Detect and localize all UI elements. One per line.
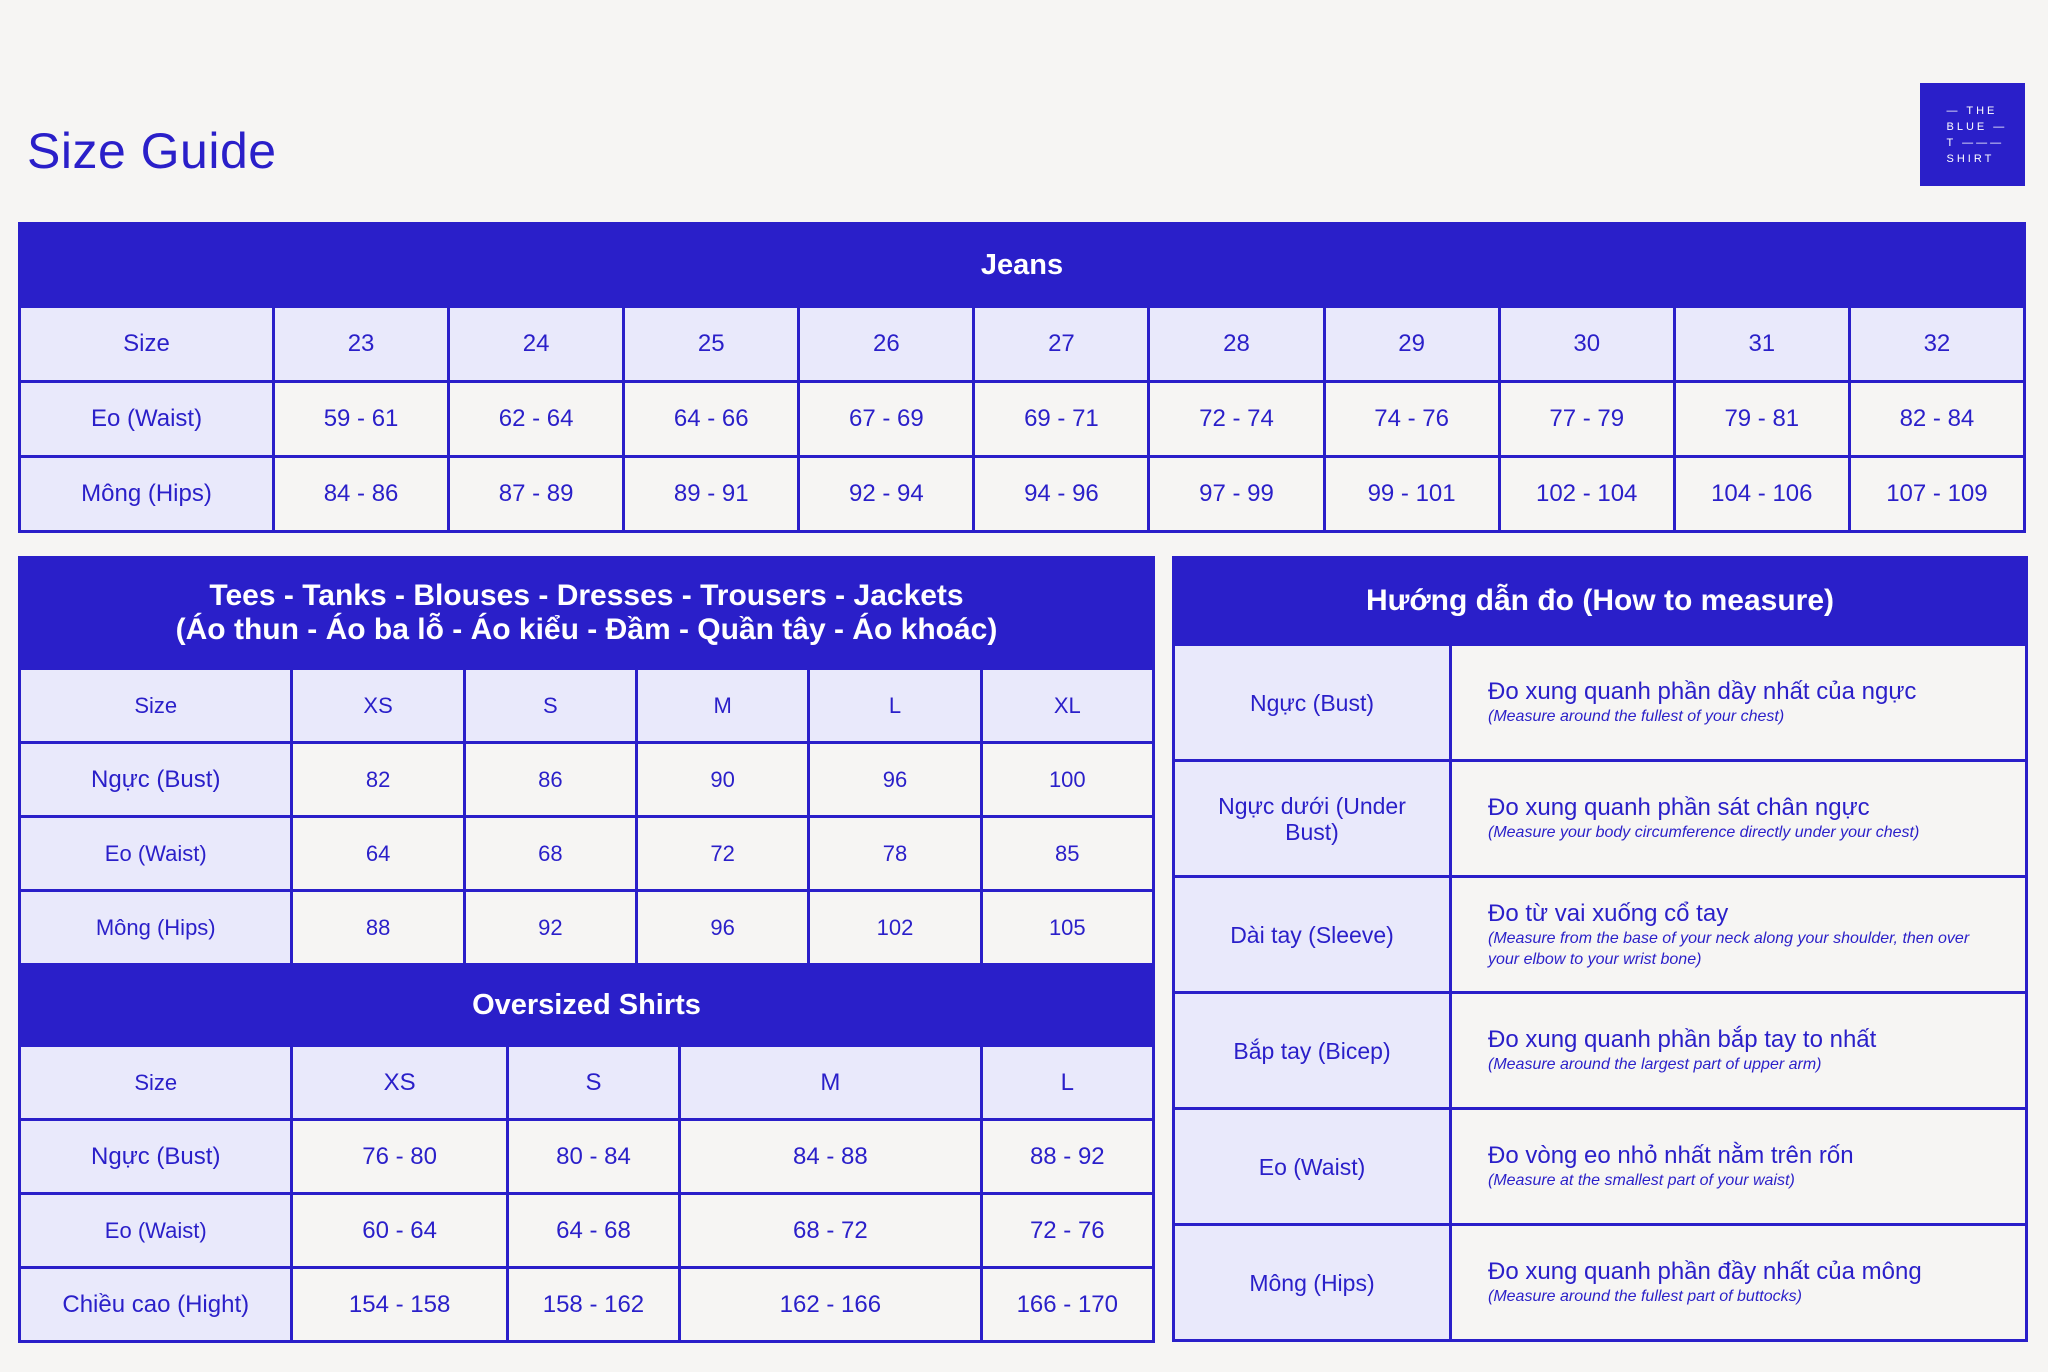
- tops-title-line2: (Áo thun - Áo ba lỗ - Áo kiểu - Đầm - Quần tây - Áo khoác): [175, 613, 998, 646]
- measure-label: Dài tay (Sleeve): [1174, 877, 1451, 993]
- value-cell: 166 - 170: [981, 1268, 1153, 1342]
- measure-description: [1451, 877, 2027, 993]
- how-to-measure-title: Hướng dẫn đo (How to measure): [1174, 558, 2027, 645]
- value-cell: 102 - 104: [1499, 457, 1674, 532]
- size-cell: 31: [1674, 307, 1849, 382]
- row-label: Eo (Waist): [20, 382, 274, 457]
- measure-text-en: (Measure around the fullest of your chest): [1488, 708, 1785, 725]
- value-cell: 78: [809, 817, 981, 891]
- size-cell: XS: [292, 669, 464, 743]
- value-cell: 97 - 99: [1149, 457, 1324, 532]
- measure-description: [1451, 645, 2027, 761]
- value-cell: 89 - 91: [624, 457, 799, 532]
- value-cell: 94 - 96: [974, 457, 1149, 532]
- size-cell: 24: [449, 307, 624, 382]
- row-label: Size: [20, 307, 274, 382]
- logo-line: BLUE —: [1946, 120, 2008, 133]
- measure-label: Ngực dưới (Under Bust): [1174, 761, 1451, 877]
- value-cell: 107 - 109: [1849, 457, 2024, 532]
- measure-text-en: (Measure your body circumference directly under your chest): [1488, 824, 1920, 841]
- size-cell: L: [981, 1046, 1153, 1120]
- row-label: Eo (Waist): [20, 817, 292, 891]
- value-cell: 86: [464, 743, 636, 817]
- size-cell: M: [637, 669, 809, 743]
- value-cell: 67 - 69: [799, 382, 974, 457]
- value-cell: 82: [292, 743, 464, 817]
- logo-line: — THE: [1946, 104, 1998, 117]
- value-cell: 64 - 66: [624, 382, 799, 457]
- size-cell: 23: [274, 307, 449, 382]
- value-cell: 105: [981, 891, 1153, 965]
- value-cell: 158 - 162: [507, 1268, 679, 1342]
- row-label: Ngực (Bust): [20, 743, 292, 817]
- size-cell: L: [809, 669, 981, 743]
- size-cell: 25: [624, 307, 799, 382]
- measure-text-en: (Measure around the largest part of upper arm): [1488, 1056, 1822, 1073]
- value-cell: 87 - 89: [449, 457, 624, 532]
- measure-description: [1451, 1225, 2027, 1341]
- value-cell: 77 - 79: [1499, 382, 1674, 457]
- row-label: Ngực (Bust): [20, 1120, 292, 1194]
- row-label: Chiều cao (Hight): [20, 1268, 292, 1342]
- tops-title: [20, 558, 1154, 669]
- measure-text-en: (Measure around the fullest part of buttocks): [1488, 1288, 1802, 1305]
- value-cell: 64: [292, 817, 464, 891]
- size-cell: 29: [1324, 307, 1499, 382]
- value-cell: 60 - 64: [292, 1194, 507, 1268]
- value-cell: 88 - 92: [981, 1120, 1153, 1194]
- measure-text-vi: Đo xung quanh phần bắp tay to nhất: [1488, 1026, 1877, 1053]
- measure-text-vi: Đo từ vai xuống cổ tay: [1488, 899, 1729, 927]
- size-cell: XS: [292, 1046, 507, 1120]
- row-label: Mông (Hips): [20, 891, 292, 965]
- oversized-title: Oversized Shirts: [20, 965, 1154, 1046]
- size-cell: XL: [981, 669, 1153, 743]
- value-cell: 76 - 80: [292, 1120, 507, 1194]
- value-cell: 154 - 158: [292, 1268, 507, 1342]
- value-cell: 85: [981, 817, 1153, 891]
- how-to-measure-table: [1172, 556, 2028, 1342]
- measure-description: [1451, 1109, 2027, 1225]
- value-cell: 69 - 71: [974, 382, 1149, 457]
- size-cell: S: [507, 1046, 679, 1120]
- jeans-title: Jeans: [20, 224, 2025, 307]
- value-cell: 79 - 81: [1674, 382, 1849, 457]
- value-cell: 100: [981, 743, 1153, 817]
- tops-size-table: [18, 556, 1155, 1343]
- value-cell: 99 - 101: [1324, 457, 1499, 532]
- jeans-size-table: [18, 222, 2026, 533]
- size-cell: 32: [1849, 307, 2024, 382]
- value-cell: 90: [637, 743, 809, 817]
- value-cell: 68 - 72: [680, 1194, 982, 1268]
- value-cell: 92: [464, 891, 636, 965]
- value-cell: 82 - 84: [1849, 382, 2024, 457]
- tops-title-line1: Tees - Tanks - Blouses - Dresses - Trousers - Jackets: [209, 579, 964, 612]
- value-cell: 102: [809, 891, 981, 965]
- row-label: Size: [20, 669, 292, 743]
- value-cell: 84 - 86: [274, 457, 449, 532]
- measure-label: Ngực (Bust): [1174, 645, 1451, 761]
- value-cell: 92 - 94: [799, 457, 974, 532]
- value-cell: 84 - 88: [680, 1120, 982, 1194]
- measure-text-en: (Measure at the smallest part of your waist): [1488, 1172, 1795, 1189]
- measure-text-vi: Đo xung quanh phần sát chân ngực: [1488, 794, 1870, 821]
- value-cell: 64 - 68: [507, 1194, 679, 1268]
- row-label: Size: [20, 1046, 292, 1120]
- page-title: Size Guide: [27, 123, 277, 179]
- row-label: Mông (Hips): [20, 457, 274, 532]
- measure-text-vi: Đo vòng eo nhỏ nhất nằm trên rốn: [1488, 1142, 1854, 1169]
- value-cell: 59 - 61: [274, 382, 449, 457]
- value-cell: 162 - 166: [680, 1268, 982, 1342]
- measure-description: [1451, 993, 2027, 1109]
- brand-logo: [1920, 83, 2025, 186]
- value-cell: 74 - 76: [1324, 382, 1499, 457]
- logo-line: T ———: [1946, 136, 2005, 149]
- logo-line: SHIRT: [1946, 152, 1995, 165]
- value-cell: 62 - 64: [449, 382, 624, 457]
- measure-text-vi: Đo xung quanh phần dầy nhất của ngực: [1488, 678, 1917, 705]
- measure-label: Eo (Waist): [1174, 1109, 1451, 1225]
- size-cell: 30: [1499, 307, 1674, 382]
- value-cell: 80 - 84: [507, 1120, 679, 1194]
- value-cell: 72 - 76: [981, 1194, 1153, 1268]
- value-cell: 88: [292, 891, 464, 965]
- measure-label: Bắp tay (Bicep): [1174, 993, 1451, 1109]
- size-cell: 26: [799, 307, 974, 382]
- size-cell: S: [464, 669, 636, 743]
- value-cell: 68: [464, 817, 636, 891]
- value-cell: 104 - 106: [1674, 457, 1849, 532]
- measure-description: [1451, 761, 2027, 877]
- value-cell: 72 - 74: [1149, 382, 1324, 457]
- measure-text-en: (Measure from the base of your neck along your shoulder, then over your elbow to your wrist bone): [1488, 929, 1970, 968]
- size-cell: M: [680, 1046, 982, 1120]
- measure-label: Mông (Hips): [1174, 1225, 1451, 1341]
- size-cell: 27: [974, 307, 1149, 382]
- value-cell: 96: [809, 743, 981, 817]
- value-cell: 72: [637, 817, 809, 891]
- size-cell: 28: [1149, 307, 1324, 382]
- value-cell: 96: [637, 891, 809, 965]
- measure-text-vi: Đo xung quanh phần đầy nhất của mông: [1488, 1258, 1922, 1285]
- row-label: Eo (Waist): [20, 1194, 292, 1268]
